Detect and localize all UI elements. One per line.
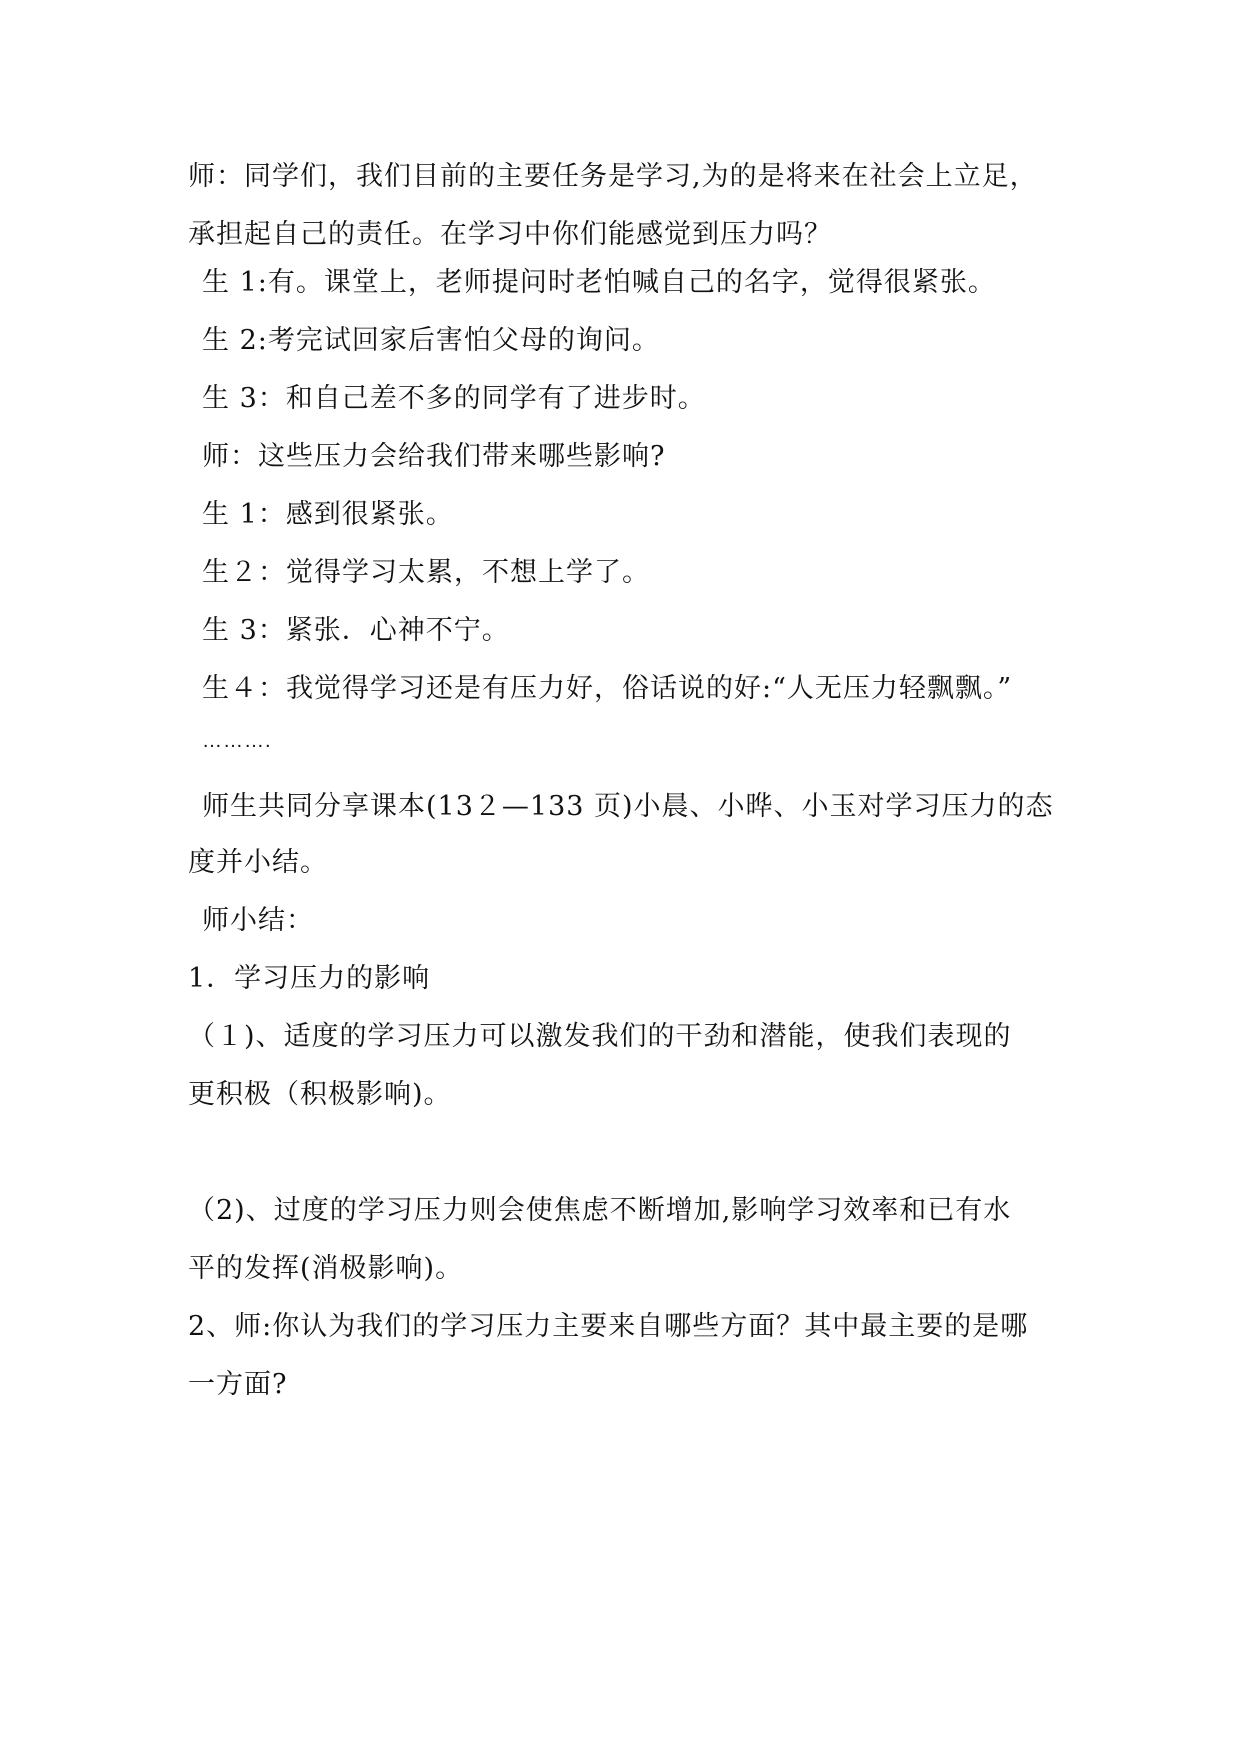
- list-item-line: 平的发挥(消极影响)。: [188, 1253, 464, 1284]
- teacher-question-line: 师：这些压力会给我们带来哪些影响?: [202, 441, 666, 472]
- paragraph-line: 度并小结。: [188, 847, 328, 878]
- student-answer-line: 生２：觉得学习太累，不想上学了。: [202, 557, 650, 588]
- question-line: 一方面?: [188, 1369, 288, 1400]
- paragraph-line: 师生共同分享课本(13２—133 页)小晨、小晔、小玉对学习压力的态: [202, 791, 1054, 822]
- paragraph-line: 承担起自己的责任。在学习中你们能感觉到压力吗？: [188, 219, 832, 250]
- paragraph-line: 师：同学们，我们目前的主要任务是学习,为的是将来在社会上立足，: [188, 161, 1038, 192]
- student-answer-line: 生 3：紧张．心神不宁。: [202, 615, 510, 646]
- ellipsis-line: ……….: [202, 730, 272, 752]
- student-answer-line: 生 1：感到很紧张。: [202, 499, 454, 530]
- section-heading: 1．学习压力的影响: [188, 963, 431, 994]
- list-item-line: 更积极（积极影响)。: [188, 1079, 452, 1110]
- list-item-line: （１)、适度的学习压力可以激发我们的干劲和潜能，使我们表现的: [188, 1021, 1012, 1052]
- summary-heading: 师小结：: [202, 905, 314, 936]
- student-answer-line: 生４：我觉得学习还是有压力好，俗话说的好:“人无压力轻飘飘。”: [202, 673, 1013, 704]
- student-answer-line: 生 2:考完试回家后害怕父母的询问。: [202, 325, 660, 356]
- student-answer-line: 生 3：和自己差不多的同学有了进步时。: [202, 383, 706, 414]
- question-line: 2、师:你认为我们的学习压力主要来自哪些方面？其中最主要的是哪: [188, 1311, 1029, 1342]
- list-item-line: （2)、过度的学习压力则会使焦虑不断增加,影响学习效率和已有水: [188, 1195, 1012, 1226]
- student-answer-line: 生 1:有。课堂上，老师提问时老怕喊自己的名字，觉得很紧张。: [202, 267, 996, 298]
